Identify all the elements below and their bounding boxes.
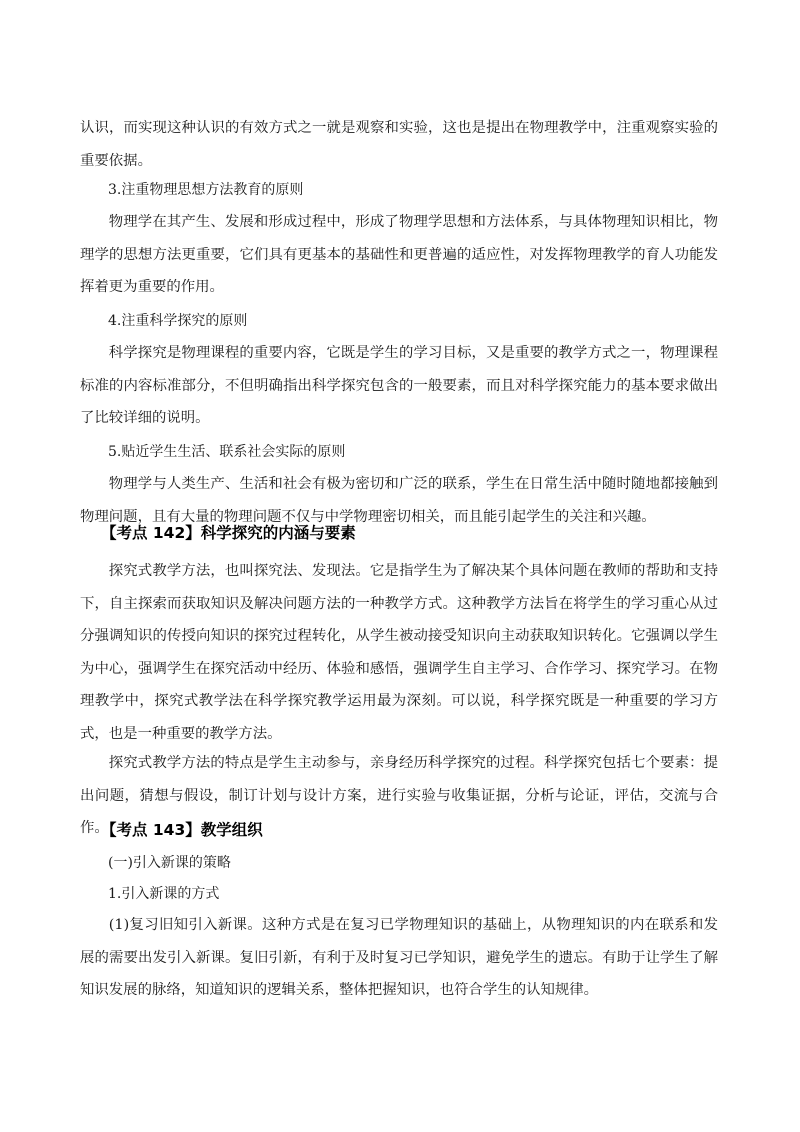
heading-introduction-ways: 1.引入新课的方式 [108, 886, 220, 902]
paragraph-review-intro: (1)复习旧知引入新课。这种方式是在复习已学物理知识的基础上，从物理知识的内在联系和发展的需要出发引入新课。复旧引新，有利于及时复习已学知识，避免学生的遗忘。有助于让学生了解知识发展的脉络，知道知识的逻辑关系，整体把握知识，也符合学生的认知规律。 [80, 917, 718, 998]
heading-kaodian-142: 【考点 142】科学探究的内涵与要素 [101, 524, 356, 542]
heading-kaodian-143: 【考点 143】教学组织 [101, 821, 263, 839]
heading-principle-5: 5.贴近学生生活、联系社会实际的原则 [108, 444, 346, 460]
heading-principle-3: 3.注重物理思想方法教育的原则 [108, 182, 304, 198]
heading-strategy-1: (一)引入新课的策略 [108, 855, 231, 871]
paragraph-life-connection: 物理学与人类生产、生活和社会有极为密切和广泛的联系，学生在日常生活中随时随地都接触到物理问题，且有大量的物理问题不仅与中学物理密切相关，而且能引起学生的关注和兴趣。 [80, 476, 718, 525]
paragraph-observation: 认识，而实现这种认识的有效方式之一就是观察和实验，这也是提出在物理教学中，注重观察实验的重要依据。 [80, 120, 718, 169]
paragraph-inquiry-features: 探究式教学方法的特点是学生主动参与，亲身经历科学探究的过程。科学探究包括七个要素：提出问题，猜想与假设，制订计划与设计方案，进行实验与收集证据，分析与论证，评估，交流与合作。 [80, 755, 718, 836]
paragraph-scientific-inquiry: 科学探究是物理课程的重要内容，它既是学生的学习目标，又是重要的教学方式之一，物理课程标准的内容标准部分，不但明确指出科学探究包含的一般要素，而且对科学探究能力的基本要求做出了比较详细的说明。 [80, 345, 718, 426]
paragraph-inquiry-method: 探究式教学方法，也叫探究法、发现法。它是指学生为了解决某个具体问题在教师的帮助和支持下，自主探索而获取知识及解决问题方法的一种教学方式。这种教学方法旨在将学生的学习重心从过分强调知识的传授向知识的探究过程转化，从学生被动接受知识向主动获取知识转化。它强调以学生为中心，强调学生在探究活动中经历、体验和感悟，强调学生自主学习、合作学习、探究学习。在物理教学中，探究式教学法在科学探究教学运用最为深刻。可以说，科学探究既是一种重要的学习方式，也是一种重要的教学方法。 [80, 563, 718, 742]
heading-principle-4: 4.注重科学探究的原则 [108, 313, 248, 329]
paragraph-thought-methods: 物理学在其产生、发展和形成过程中，形成了物理学思想和方法体系，与具体物理知识相比，物理学的思想方法更重要，它们具有更基本的基础性和更普遍的适应性，对发挥物理教学的育人功能发挥着更为重要的作用。 [80, 214, 718, 295]
